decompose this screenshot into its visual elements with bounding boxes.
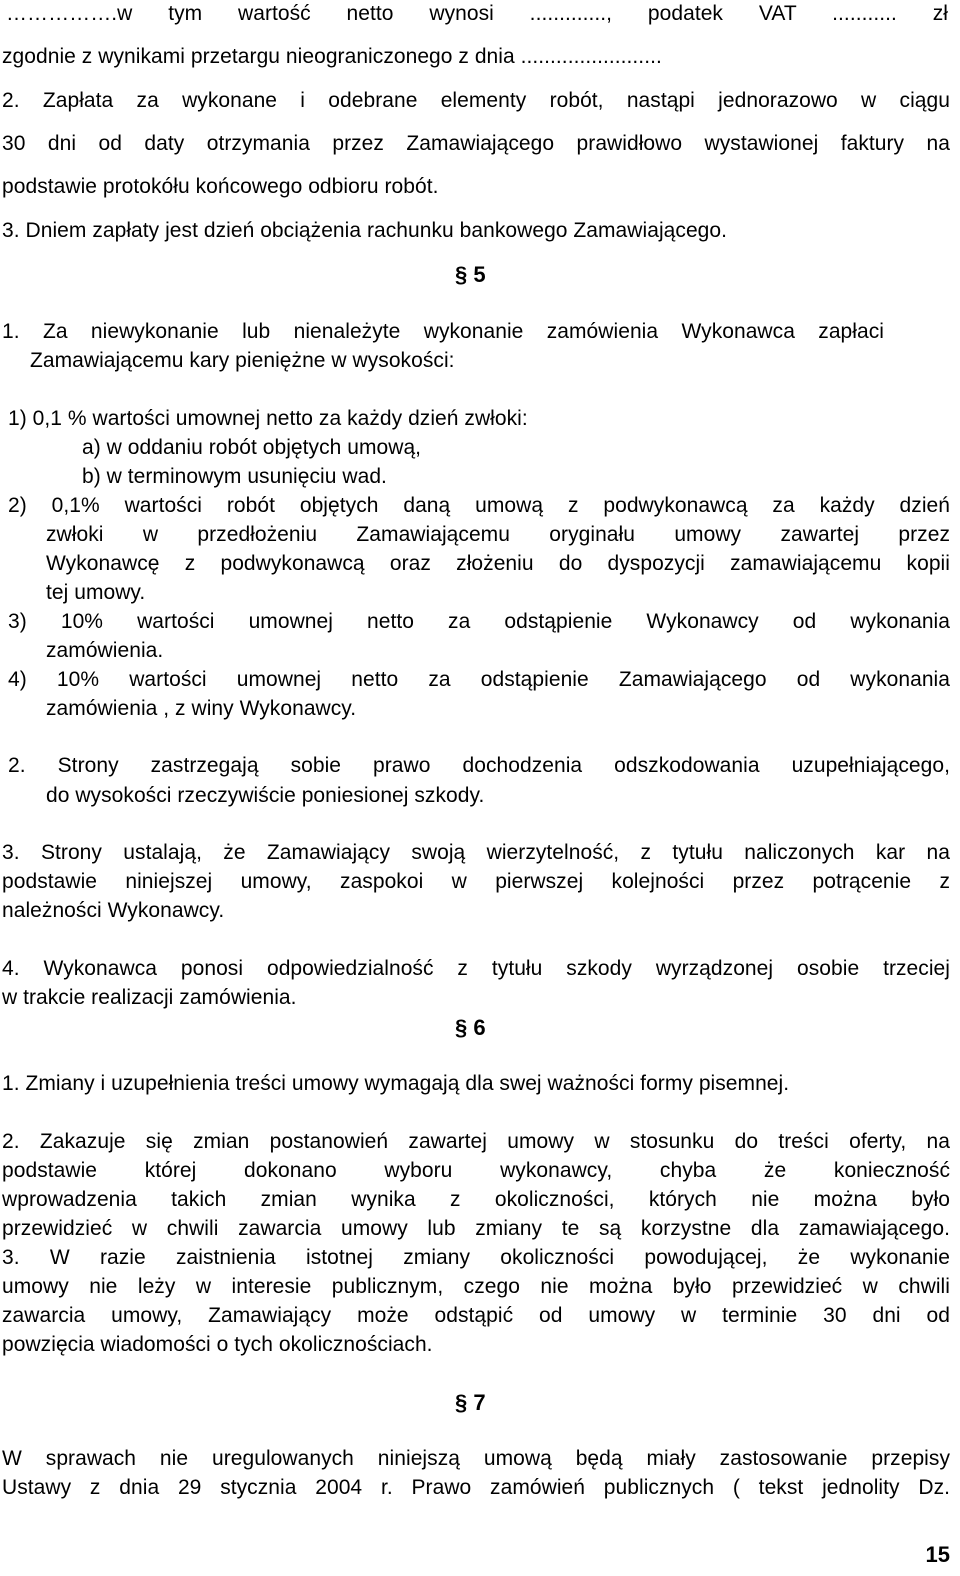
penalty-item-3: 3) 10% wartości umownej netto za odstąpienie Wykonawcy od wykonania [8,610,950,633]
penalty-intro-line: Zamawiającemu kary pieniężne w wysokości: [30,349,455,372]
liability-clause: 4. Wykonawca ponosi odpowiedzialność z tytułu szkody wyrządzonej osobie trzeciej [2,957,950,980]
penalty-subitem-a: a) w oddaniu robót objętych umową, [82,436,422,459]
withdrawal-clause: umowy nie leży w interesie publicznym, czego nie można było przewidzieć w chwili [2,1275,950,1298]
withdrawal-clause: 3. W razie zaistnienia istotnej zmiany okoliczności powodującej, że wykonanie [2,1246,950,1269]
payment-clause-line: podstawie protokółu końcowego odbioru robót. [2,175,439,198]
penalty-item-3: zamówienia. [46,639,164,662]
compensation-clause: do wysokości rzeczywiście poniesionej szkody. [46,784,485,807]
contract-value-line: …………….w tym wartość netto wynosi ............., podatek VAT ........... zł [6,2,948,25]
penalty-item-4: 4) 10% wartości umownej netto za odstąpienie Zamawiającego od wykonania [8,668,950,691]
offset-clause: 3. Strony ustalają, że Zamawiający swoją wierzytelność, z tytułu naliczonych kar na [2,841,950,864]
penalty-item-4: zamówienia , z winy Wykonawcy. [46,697,357,720]
amendment-clause-2: wprowadzenia takich zmian wynika z okoliczności, których nie można było [2,1188,950,1211]
penalty-item-2: tej umowy. [46,581,146,604]
offset-clause: należności Wykonawcy. [2,899,225,922]
section-heading-5: § 5 [455,262,486,287]
penalty-item-2: 2) 0,1% wartości robót objętych daną umową z podwykonawcą za każdy dzień [8,494,950,517]
final-provisions: Ustawy z dnia 29 stycznia 2004 r. Prawo zamówień publicznych ( tekst jednolity Dz. [2,1476,950,1499]
amendment-clause-1: 1. Zmiany i uzupełnienia treści umowy wymagają dla swej ważności formy pisemnej. [2,1072,790,1095]
penalty-item-1: 1) 0,1 % wartości umownej netto za każdy dzień zwłoki: [8,407,528,430]
section-heading-6: § 6 [455,1015,486,1040]
penalty-item-2: Wykonawcę z podwykonawcą oraz złożeniu do dyspozycji zamawiającemu kopii [46,552,950,575]
offset-clause: podstawie niniejszej umowy, zaspokoi w pierwszej kolejności przez potrącenie z [2,870,950,893]
payment-date-line: 3. Dniem zapłaty jest dzień obciążenia rachunku bankowego Zamawiającego. [2,219,728,242]
final-provisions: W sprawach nie uregulowanych niniejszą umową będą miały zastosowanie przepisy [2,1447,950,1470]
payment-clause-line: 2. Zapłata za wykonane i odebrane elementy robót, nastąpi jednorazowo w ciągu [2,89,950,112]
amendment-clause-2: 2. Zakazuje się zmian postanowień zawartej umowy w stosunku do treści oferty, na [2,1130,950,1153]
penalty-intro-line: 1. Za niewykonanie lub nienależyte wykonanie zamówienia Wykonawca zapłaci [2,320,884,343]
withdrawal-clause: zawarcia umowy, Zamawiający może odstąpić od umowy w terminie 30 dni od [2,1304,950,1327]
tender-date-line: zgodnie z wynikami przetargu nieograniczonego z dnia ........................ [2,45,662,68]
section-heading-7: § 7 [455,1390,486,1415]
page-number: 15 [925,1542,950,1567]
liability-clause: w trakcie realizacji zamówienia. [2,986,297,1009]
compensation-clause: 2. Strony zastrzegają sobie prawo dochodzenia odszkodowania uzupełniającego, [8,754,950,777]
penalty-subitem-b: b) w terminowym usunięciu wad. [82,465,387,488]
payment-clause-line: 30 dni od daty otrzymania przez Zamawiającego prawidłowo wystawionej faktury na [2,132,950,155]
withdrawal-clause: powzięcia wiadomości o tych okolicznościach. [2,1333,433,1356]
amendment-clause-2: podstawie której dokonano wyboru wykonawcy, chyba że konieczność [2,1159,950,1182]
penalty-item-2: zwłoki w przedłożeniu Zamawiającemu oryginału umowy zawartej przez [46,523,950,546]
amendment-clause-2: przewidzieć w chwili zawarcia umowy lub zmiany te są korzystne dla zamawiającego. [2,1217,950,1240]
